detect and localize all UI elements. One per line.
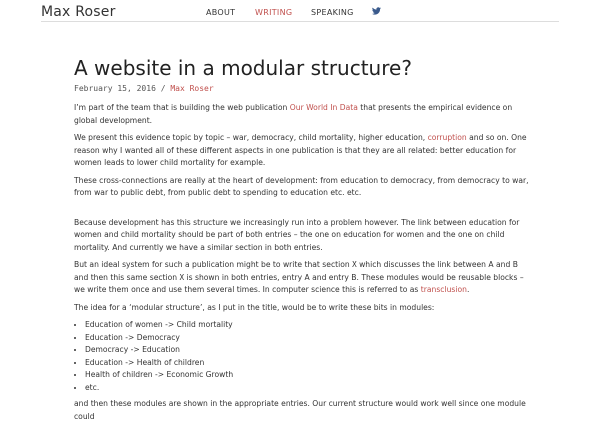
transclusion-link[interactable]: transclusion [420,285,467,294]
module-list [74,319,534,394]
paragraph: and then these modules are shown in the appropriate entries. Our current structure would work well since one module could [74,399,526,421]
paragraph: I’m part of the team that is building the web publication Our World In Data that presents the empirical evidence on global development. [74,103,513,125]
nav-speaking-link[interactable]: SPEAKING [311,8,354,17]
list-item: • etc. [85,382,534,395]
paragraph: The idea for a ‘modular structure’, as I put in the title, would be to write these bits in modules: [74,302,435,312]
article-body [74,102,534,423]
our-world-in-data-link[interactable]: Our World In Data [289,103,358,112]
paragraph: But an ideal system for such a publication might be to write that section X which discusses the link between A and B and then this same section X is shown in both entries, entry A and entry B. These modules would be reusable blocks – we write them once and use them several times. In computer science this is referred to as transclusion. [74,260,524,294]
article [74,54,534,428]
list-item: • Democracy -> Education [85,344,534,357]
top-navigation-bar [0,0,600,28]
list-item: • Education of women -> Child mortality [85,319,534,332]
list-item: • Health of children -> Economic Growth [85,369,534,382]
article-date: February 15, 2016 [74,84,156,93]
header-divider [41,21,559,22]
inline-code: X [179,272,185,282]
article-author-link[interactable]: Max Roser [170,84,214,93]
twitter-icon[interactable] [372,7,381,17]
nav-writing-link[interactable]: WRITING [255,8,293,17]
site-brand[interactable]: Max Roser [41,4,116,20]
corruption-link[interactable]: corruption [427,133,467,142]
list-item: • Education -> Health of children [85,357,534,370]
paragraph: These cross-connections are really at the heart of development: from education to democracy, from democracy to war, from war to public debt, from public debt to spending to education etc. etc. [74,175,529,197]
inline-code: X [352,260,357,269]
article-title: A website in a modular structure? [74,56,412,80]
nav-about-link[interactable]: ABOUT [206,8,236,17]
list-item: • Education -> Democracy [85,332,534,345]
paragraph: Because development has this structure we increasingly run into a problem however. The link between education for women and child mortality should be part of both entries – the one on education for women and the one on child mortality. And currently we have a similar section in both entries. [74,217,520,252]
article-meta: February 15, 2016 / Max Roser [74,84,214,93]
paragraph: We present this evidence topic by topic – war, democracy, child mortality, higher education, corruption and so on. One reason why I wanted all of these different aspects in one publication is that they are all related: better education for women leads to lower child mortality for example. [74,133,527,167]
